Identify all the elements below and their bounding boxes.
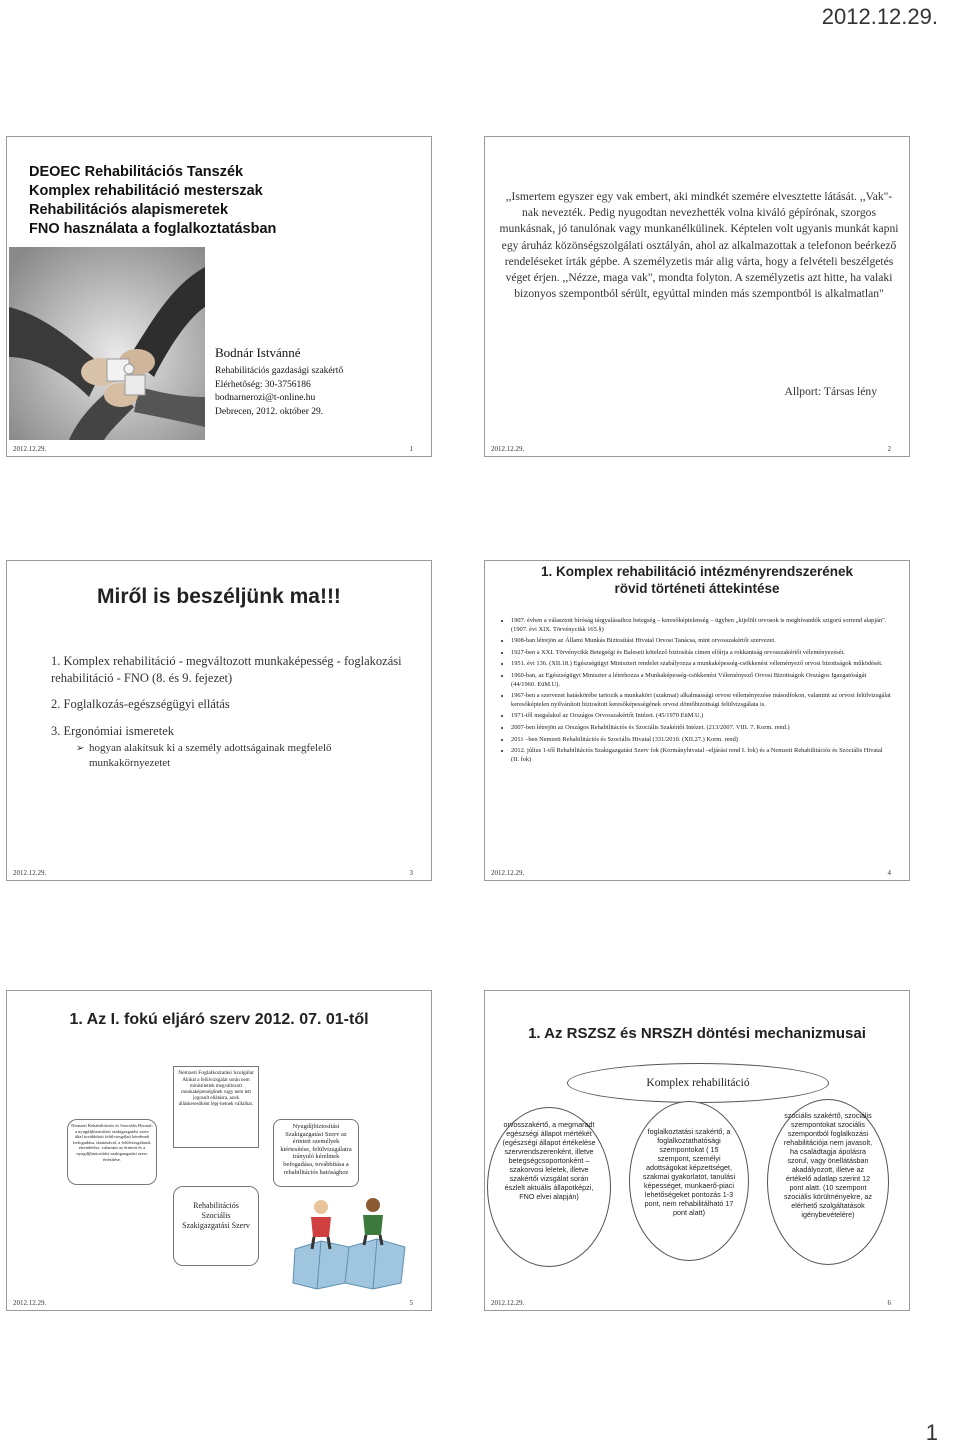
title-line: FNO használata a foglalkoztatásban — [29, 221, 277, 237]
slide-5 — [6, 990, 432, 1311]
box-title: Nemzeti Foglalkoztatási Szolgálat — [178, 1070, 254, 1076]
slide-number: 5 — [409, 1299, 413, 1307]
slide-1-title — [29, 163, 276, 239]
orvos-text: orvosszakértő, a megmaradt egészségi állapot mértékét (egészségi állapot értékelése szervrendszerenként, illetve betegségcsoportonként – szakorvosi leletek, illetve szakértői vizsgálat során észlelt aktuális állapotképzi, FNO elvei alapján) — [502, 1120, 596, 1201]
topic-subitem — [76, 741, 411, 771]
slide-date: 2012.12.29. — [491, 1299, 525, 1307]
author-info — [215, 365, 343, 419]
people-puzzle-illustration — [281, 1187, 417, 1291]
slide-date: 2012.12.29. — [491, 869, 525, 877]
title-line: rövid történeti áttekintése — [614, 581, 780, 596]
arrow-bullet-icon: ➢ — [76, 743, 85, 754]
topic-item: 2. Foglalkozás-egészségügyi ellátás — [51, 697, 230, 711]
history-list — [499, 617, 891, 767]
list-item: • 1907. évben a választott bíróság tárgyalásaihoz betegség – keresőképtelenség – ügyben „kijelölt orvosok is meghívandók szigorú sorrend alapján". (1907. évi XIX. Törvénycikk 165.§) — [511, 617, 891, 634]
slide-number: 6 — [887, 1299, 891, 1307]
footer-page-number: 1 — [925, 1420, 938, 1445]
szocialis-text: szociális szakértő, szociális szempontokat szociális szempontból foglalkozási rehabilitációja nem javasolt, ha családtagja ápolásra szorul, vagy önellátásban akadályozott, illetve az értékelő adatlap szerint 12 pont alatt. (10 szempont szociális körülményekre, az elérhető szolgáltatások igénybevételére) — [783, 1111, 873, 1219]
slide-4 — [484, 560, 910, 881]
quote-author: Allport: Társas lény — [784, 385, 877, 398]
list-item: • 2007-ben létrejön az Országos Rehabilitációs és Szociális Szakértői Intézet. (213/2007. VIII. 7. Korm. rend.) — [511, 724, 891, 733]
info-line: Debrecen, 2012. október 29. — [215, 406, 324, 417]
komplex-rehab-ellipse — [567, 1063, 829, 1103]
topic-list — [51, 653, 411, 771]
nyugdij-box — [273, 1119, 359, 1187]
slide-3 — [6, 560, 432, 881]
list-item: • 1967-ben a szervezet hatáskörébe tartozik a munkaköri (szakmai) alkalmassági orvosi véleményezése másodfokon, valamint az orvosi felülvizsgálat keresőképtelen nyilvánított biztosított keresőképességének orvosi döntőbizottsági felülvizsgálata is. — [511, 692, 891, 709]
slide-date: 2012.12.29. — [491, 445, 525, 453]
list-item: • 1960-ban, az Egészségügyi Miniszter a létrehozza a Munkaképesség-csökkenést Véleményező Orvosi Bizottságok Országos Igazgatóságát (44/1960. EüM.U). — [511, 672, 891, 689]
slide-6-title: 1. Az RSZSZ és NRSZH döntési mechanizmusai — [528, 1025, 866, 1042]
info-line: bodnarnerozi@t-online.hu — [215, 393, 316, 403]
box-text: Akikat a felülvizsgálat során nem minősítettek megváltozott munkaképességűnek vagy nem lett jogosult ellátásra, azok álláskeresőként lépj-hetnek vállalhat. — [178, 1078, 254, 1107]
slide-date: 2012.12.29. — [13, 869, 47, 877]
nfsz-box — [173, 1066, 259, 1148]
foglalkoztatas-text: foglalkoztatási szakértő, a foglalkoztathatósági szempontokat ( 15 szempont, személyi adottságokat képzettséget, szakmai gyakorlatot, tanulási képességet, munkaerő-piaci lehetőségeket pontozás 1-3 pont, nem rehabilitálható 17 pont alatt) — [642, 1127, 736, 1217]
list-item: • 1927-ben a XXI. Törvénycikk Betegségi és Baleseti kötelező biztosítás címen előírja a rokkantság orvosszakértői véleményezését. — [511, 649, 891, 658]
slide-6 — [484, 990, 910, 1311]
box-text: Nyugdíjbiztosítási Szakigazgatási Szerv az érintett személyek kiértesítése, felülvizsgálatra irányuló kérelmek befogadása, továbbítása a rehabilitációs hatósághoz — [280, 1123, 352, 1176]
subitem-text: hogyan alakítsuk ki a személy adottságainak megfelelő munkakörnyezetet — [89, 742, 332, 769]
title-line: Komplex rehabilitáció mesterszak — [29, 183, 263, 199]
info-line: Elérhetőség: 30-3756186 — [215, 379, 311, 390]
list-item: • 1971-től megalakul az Országos Orvosszakértői Intézet. (45/1970 EüM.U.) — [511, 712, 891, 721]
box-text: Rehabilitációs Szociális Szakigazgatási Szerv — [182, 1201, 250, 1230]
list-item: • 2011 –ben Nemzeti Rehabilitációs és Szociális Hivatal (331/2010. (XII.27.) Korm. rend) — [511, 736, 891, 745]
list-item: • 1951. évi 136. (XII.18.) Egészségügyi Miniszteri rendelet szabályozza a munkaképesség-csökkenést véleményező orvosi bizottságok működését. — [511, 660, 891, 669]
slide-number: 1 — [409, 445, 413, 453]
slide-5-title: 1. Az I. fokú eljáró szerv 2012. 07. 01-től — [69, 1011, 369, 1028]
slide-2 — [484, 136, 910, 457]
slide-4-title — [485, 563, 909, 597]
rszsz-box — [173, 1186, 259, 1266]
author-name: Bodnár Istvánné — [215, 345, 301, 360]
list-item: • 2012. július 1-től Rehabilitációs Szakigazgatási Szerv fok (Kormányhivatal –eljárási rend I. fok) és a Nemzeti Rehabilitációs és Szociális Hivatal (II. fok) — [511, 747, 891, 764]
slide-date: 2012.12.29. — [13, 445, 47, 453]
list-item: • 1908-ban létrejön az Állami Munkás Biztosítási Hivatal Orvosi Tanácsa, mint orvosszakértői szervezet. — [511, 637, 891, 646]
title-line: 1. Komplex rehabilitáció intézményrendszerének — [540, 564, 854, 579]
slide-3-title: Miről is beszéljünk ma!!! — [97, 585, 341, 608]
topic-item: 1. Komplex rehabilitáció - megváltozott munkaképesség - foglakozási rehabilitáció - FNO (8. és 9. fejezet) — [51, 654, 402, 685]
topic-item: 3. Ergonómiai ismeretek — [51, 723, 175, 738]
slide-number: 2 — [887, 445, 891, 453]
title-line: DEOEC Rehabilitációs Tanszék — [29, 164, 244, 180]
puzzle-hands-photo — [9, 247, 205, 440]
slide-number: 4 — [887, 869, 891, 877]
slide-date: 2012.12.29. — [13, 1299, 47, 1307]
ellipse-label: Komplex rehabilitáció — [646, 1077, 750, 1089]
slide-1 — [6, 136, 432, 457]
box-text: Nemzeti Rehabilitációs és Szociális Hivatal: a nyugdíjbiztosítási szakigazgatási szerv által továbbított felülvizsgálati kérelmek befogadása, iktatásával, a felülvizsgálatok elrendelése, valamint az érintett és a nyugdíjbiztosítási szakigazgatási szerv értesítése. — [71, 1123, 153, 1162]
title-line: Rehabilitációs alapismeretek — [29, 202, 229, 218]
info-line: Rehabilitációs gazdasági szakértő — [215, 366, 344, 376]
nrszh-box — [67, 1119, 157, 1185]
slide-number: 3 — [409, 869, 413, 877]
quote-text: ,,Ismertem egyszer egy vak embert, aki mindkét szemére elvesztette látását. ,,Vak"-nak nevezték. Pedig nyugodtan nevezhették volna kiváló gépírónak, szorgos munkásnak, jó tanulónak vagy munkanélkülinek. Képtelen volt ugyanis munkát kapni egy áruház közönségszolgálati osztályán, ahol az alkalmazottak a telefonon beérkező rendeléseket írták gépbe. A személyzetis már alig várta, hogy a felvételi beszélgetés véget érjen. ,,Nézze, maga vak", mondta folyton. A személyzetis azt hitte, ha valaki bizonyos szempontból sérült, egyúttal minden más szempontból is alkalmatlan" — [499, 190, 899, 301]
header-date: 2012.12.29. — [821, 4, 938, 29]
